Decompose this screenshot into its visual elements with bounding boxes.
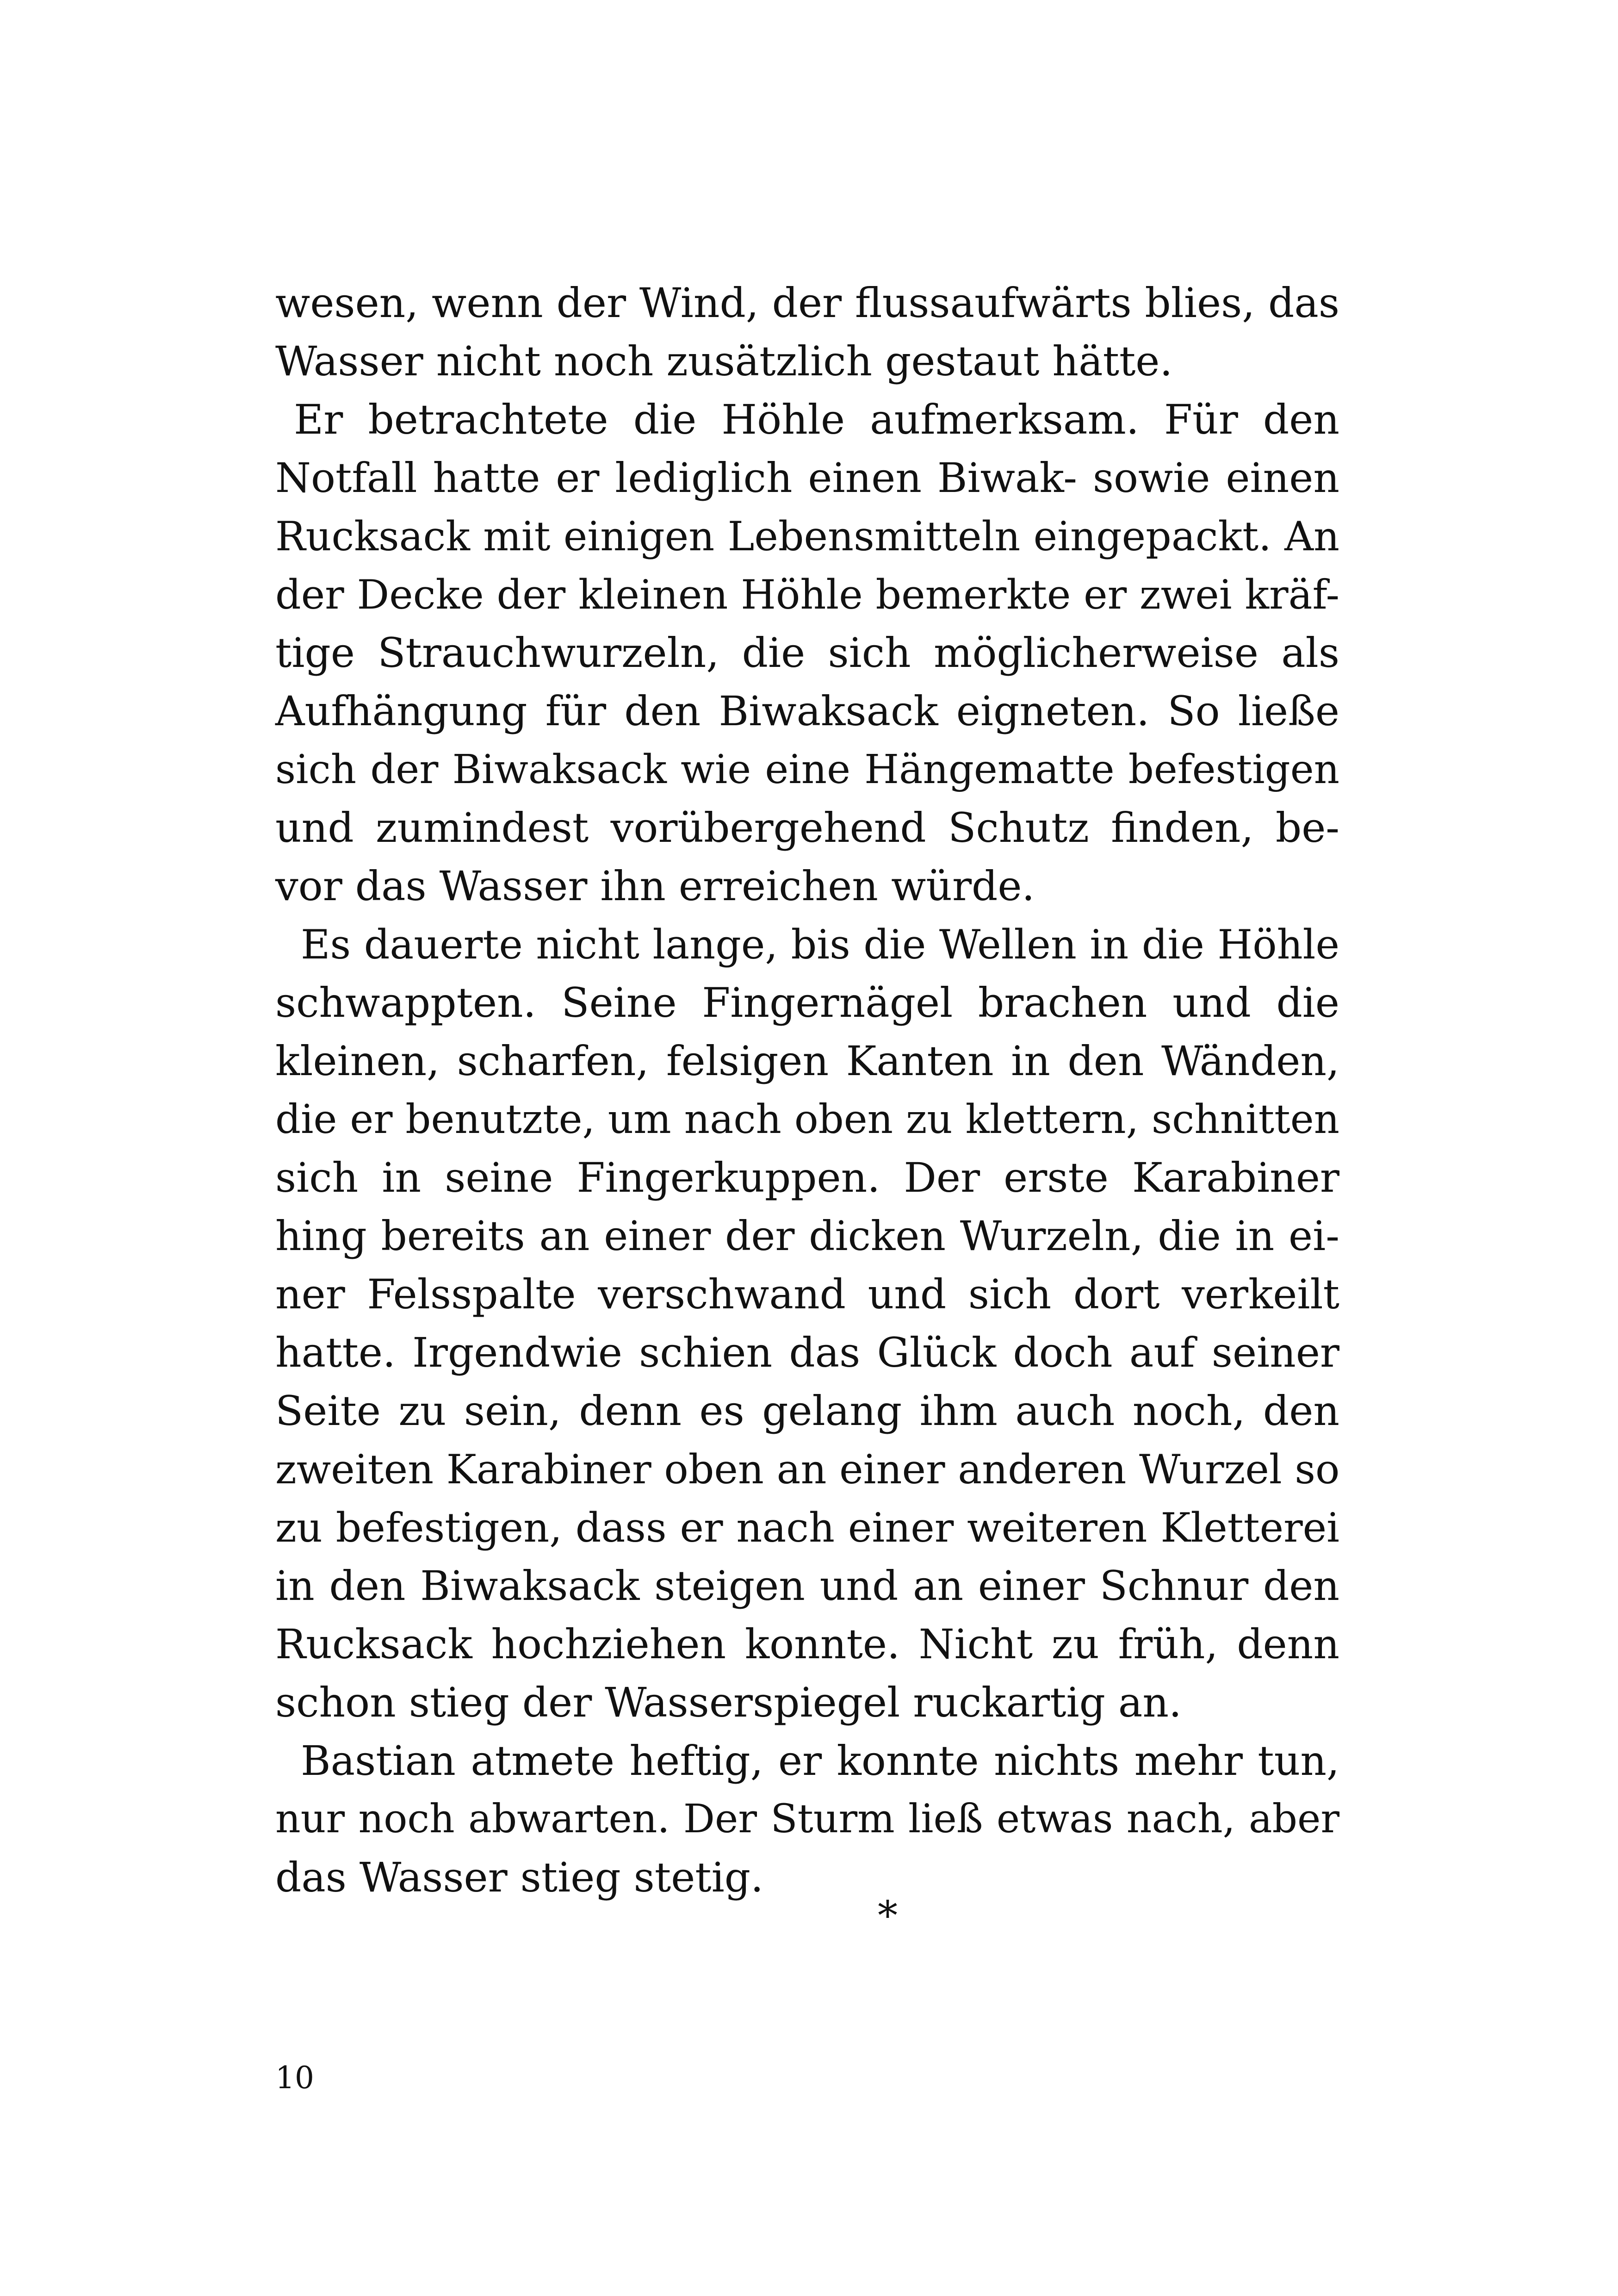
text-line: hatte. Irgendwie schien das Glück doch auf seiner [275, 1329, 1339, 1376]
text-line: Es dauerte nicht lange, bis die Wellen in die Höhle [301, 921, 1339, 968]
text-line: das Wasser stieg stetig. [275, 1854, 764, 1901]
page-number: 10 [275, 2060, 314, 2096]
asterisk-divider: * [878, 1893, 898, 1939]
text-line: tige Strauchwurzeln, die sich möglicherweise als [275, 629, 1339, 677]
text-line: Rucksack hochziehen konnte. Nicht zu früh, denn [275, 1620, 1339, 1668]
text-line: Wasser nicht noch zusätzlich gestaut hätte. [275, 337, 1173, 385]
text-line: wesen, wenn der Wind, der flussaufwärts blies, das [275, 279, 1339, 327]
text-line: Bastian atmete heftig, er konnte nichts mehr tun, [301, 1737, 1339, 1785]
text-line: hing bereits an einer der dicken Wurzeln, die in ei- [275, 1212, 1339, 1260]
text-line: zu befestigen, dass er nach einer weiteren Kletterei [275, 1504, 1339, 1551]
text-line: nur noch abwarten. Der Sturm ließ etwas nach, aber [275, 1796, 1339, 1842]
text-line: die er benutzte, um nach oben zu klettern, schnitten [275, 1096, 1339, 1143]
text-line: vor das Wasser ihn erreichen würde. [275, 862, 1035, 910]
text-line: sich in seine Fingerkuppen. Der erste Karabiner [275, 1154, 1339, 1201]
text-line: schwappten. Seine Fingernägel brachen und die [275, 979, 1339, 1027]
text-line: zweiten Karabiner oben an einer anderen Wurzel so [275, 1446, 1340, 1493]
text-line: Aufhängung für den Biwaksack eigneten. So ließe [275, 687, 1339, 735]
section-divider [0, 1891, 1618, 1941]
text-line: Er betrachtete die Höhle aufmerksam. Für den [294, 396, 1339, 443]
text-line: der Decke der kleinen Höhle bemerkte er zwei kräf- [275, 571, 1339, 618]
text-line: schon stieg der Wasserspiegel ruckartig an. [275, 1679, 1182, 1726]
text-line: sich der Biwaksack wie eine Hängematte befestigen [275, 747, 1339, 793]
text-line: Seite zu sein, denn es gelang ihm auch noch, den [275, 1387, 1339, 1435]
text-line: ner Felsspalte verschwand und sich dort verkeilt [275, 1270, 1339, 1318]
text-line: Rucksack mit einigen Lebensmitteln eingepackt. An [275, 513, 1339, 560]
body-text [275, 274, 1339, 1907]
text-line: in den Biwaksack steigen und an einer Schnur den [275, 1562, 1339, 1610]
text-line: Notfall hatte er lediglich einen Biwak- sowie einen [275, 454, 1339, 502]
text-line: kleinen, scharfen, felsigen Kanten in den Wänden, [275, 1037, 1339, 1085]
text-line: und zumindest vorübergehend Schutz finden, be- [275, 804, 1339, 852]
